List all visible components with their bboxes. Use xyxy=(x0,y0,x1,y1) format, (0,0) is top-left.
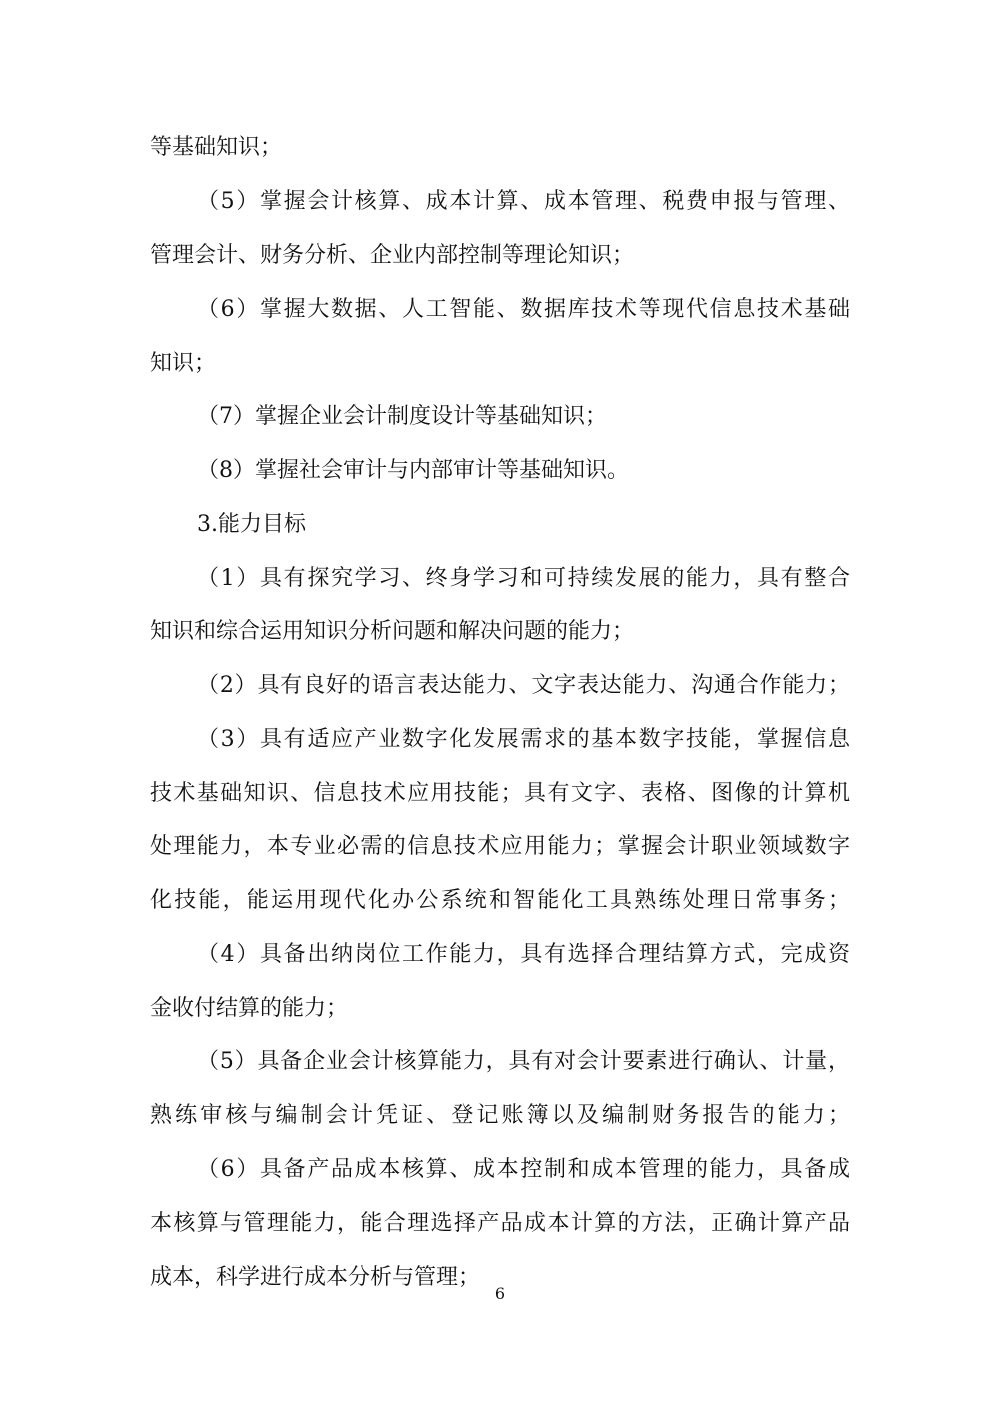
text-line-6: （7）掌握企业会计制度设计等基础知识； xyxy=(197,404,607,429)
text-line-19: 熟练审核与编制会计凭证、登记账簿以及编制财务报告的能力； xyxy=(150,1103,850,1128)
text-line-12: （3）具有适应产业数字化发展需求的基本数字技能，掌握信息 xyxy=(197,727,850,752)
text-line-17: 金收付结算的能力； xyxy=(150,996,349,1021)
text-line-21: 本核算与管理能力，能合理选择产品成本计算的方法，正确计算产品 xyxy=(150,1211,850,1236)
text-line-2: （5）掌握会计核算、成本计算、成本管理、税费申报与管理、 xyxy=(197,189,850,214)
text-line-1: 等基础知识； xyxy=(150,135,283,160)
section-heading: 3.能力目标 xyxy=(197,512,306,537)
text-line-16: （4）具备出纳岗位工作能力，具有选择合理结算方式，完成资 xyxy=(197,942,850,967)
text-line-18: （5）具备企业会计核算能力，具有对会计要素进行确认、计量， xyxy=(197,1049,850,1074)
text-line-4: （6）掌握大数据、人工智能、数据库技术等现代信息技术基础 xyxy=(197,297,850,322)
text-line-10: 知识和综合运用知识分析问题和解决问题的能力； xyxy=(150,619,635,644)
page-number: 6 xyxy=(494,1284,506,1303)
text-line-15: 化技能，能运用现代化办公系统和智能化工具熟练处理日常事务； xyxy=(150,888,850,913)
text-line-14: 处理能力，本专业必需的信息技术应用能力；掌握会计职业领域数字 xyxy=(150,834,850,859)
text-line-7: （8）掌握社会审计与内部审计等基础知识。 xyxy=(197,458,629,483)
text-line-20: （6）具备产品成本核算、成本控制和成本管理的能力，具备成 xyxy=(197,1157,850,1182)
text-line-13: 技术基础知识、信息技术应用技能；具有文字、表格、图像的计算机 xyxy=(150,781,850,806)
text-line-22: 成本，科学进行成本分析与管理； xyxy=(150,1265,481,1290)
text-line-9: （1）具有探究学习、终身学习和可持续发展的能力，具有整合 xyxy=(197,566,850,591)
text-line-11: （2）具有良好的语言表达能力、文字表达能力、沟通合作能力； xyxy=(197,673,850,698)
text-line-5: 知识； xyxy=(150,351,217,376)
text-line-3: 管理会计、财务分析、企业内部控制等理论知识； xyxy=(150,243,635,268)
